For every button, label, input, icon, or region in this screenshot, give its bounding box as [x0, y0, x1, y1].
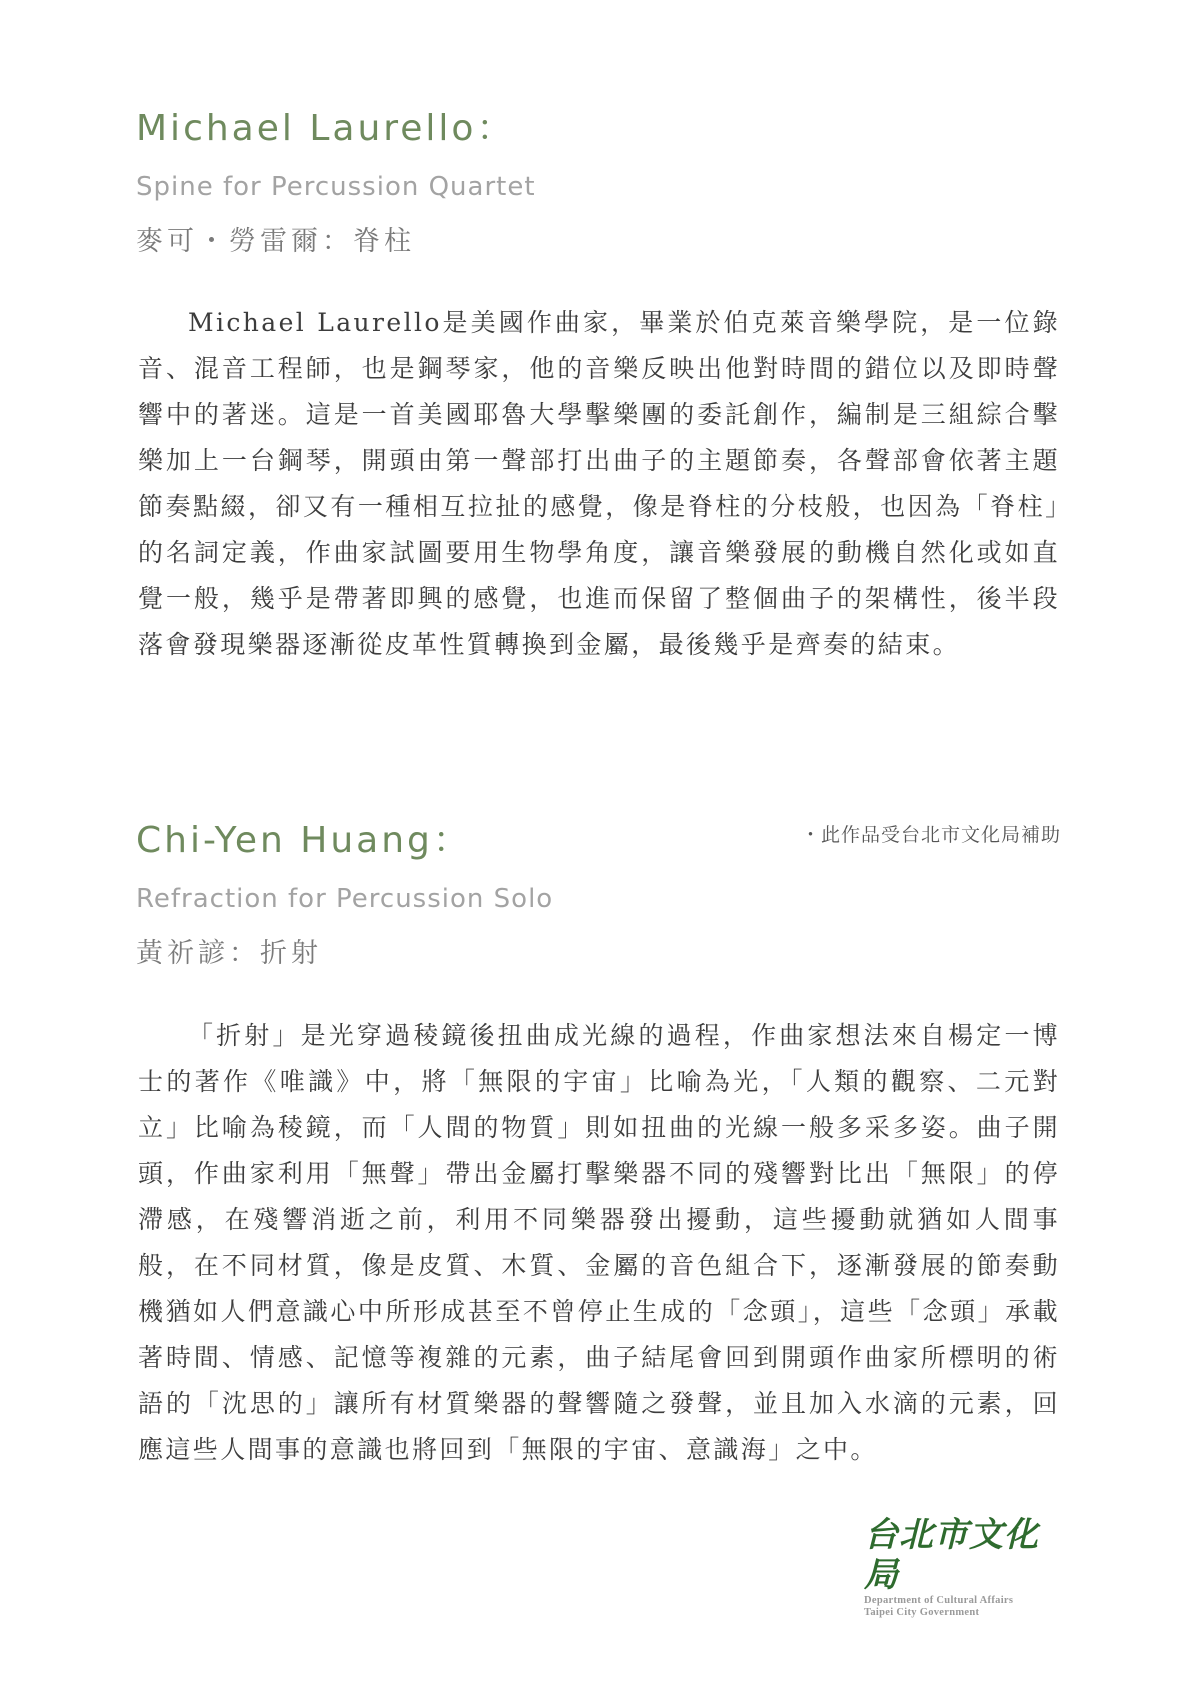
section2-subtitle-en: Refraction for Percussion Solo — [136, 884, 554, 914]
logo-wordmark-zh: 台北市文化局 — [864, 1515, 1039, 1595]
logo-line2: Taipei City Government — [864, 1607, 980, 1618]
section2-body: 「折射」是光穿過稜鏡後扭曲成光線的過程，作曲家想法來自楊定一博士的著作《唯識》中，將「無限的宇宙」比喻為光，「人類的觀察、二元對立」比喻為稜鏡，而「人間的物質」則如扭曲的光線一般多采多姿。曲子開頭，作曲家利用「無聲」帶出金屬打擊樂器不同的殘響對比出「無限」的停滯感，在殘響消逝之前，利用不同樂器發出擾動，這些擾動就猶如人間事般，在不同材質，像是皮質、木質、金屬的音色組合下，逐漸發展的節奏動機猶如人們意識心中所形成甚至不曾停止生成的「念頭」，這些「念頭」承載著時間、情感、記憶等複雜的元素，曲子結尾會回到開頭作曲家所標明的術語的「沈思的」讓所有材質樂器的聲響隨之發聲，並且加入水滴的元素，回應這些人間事的意識也將回到「無限的宇宙、意識海」之中。 — [138, 1021, 1060, 1464]
section1-body: Michael Laurello是美國作曲家，畢業於伯克萊音樂學院，是一位錄音、混音工程師，也是鋼琴家，他的音樂反映出他對時間的錯位以及即時聲響中的著迷。這是一首美國耶魯大學擊樂團的委託創作，編制是三組綜合擊樂加上一台鋼琴，開頭由第一聲部打出曲子的主題節奏，各聲部會依著主題節奏點綴，卻又有一種相互拉扯的感覺，像是脊柱的分枝般，也因為「脊柱」的名詞定義，作曲家試圖要用生物學角度，讓音樂發展的動機自然化或如直覺一般，幾乎是帶著即興的感覺，也進而保留了整個曲子的架構性，後半段落會發現樂器逐漸從皮革性質轉換到金屬，最後幾乎是齊奏的結束。 — [138, 308, 1060, 659]
section2-title: Chi-Yen Huang： — [136, 820, 472, 861]
section2-subtitle-zh: 黃祈諺：折射 — [136, 938, 322, 969]
logo-line1: Department of Cultural Affairs — [864, 1595, 1014, 1606]
funding-note: ・此作品受台北市文化局補助 — [800, 824, 1061, 846]
section1-subtitle-zh: 麥可・勞雷爾：脊柱 — [136, 226, 415, 257]
section1-title: Michael Laurello： — [136, 108, 516, 149]
section1-subtitle-en: Spine for Percussion Quartet — [136, 172, 536, 202]
taipei-culture-logo — [864, 1515, 1064, 1618]
